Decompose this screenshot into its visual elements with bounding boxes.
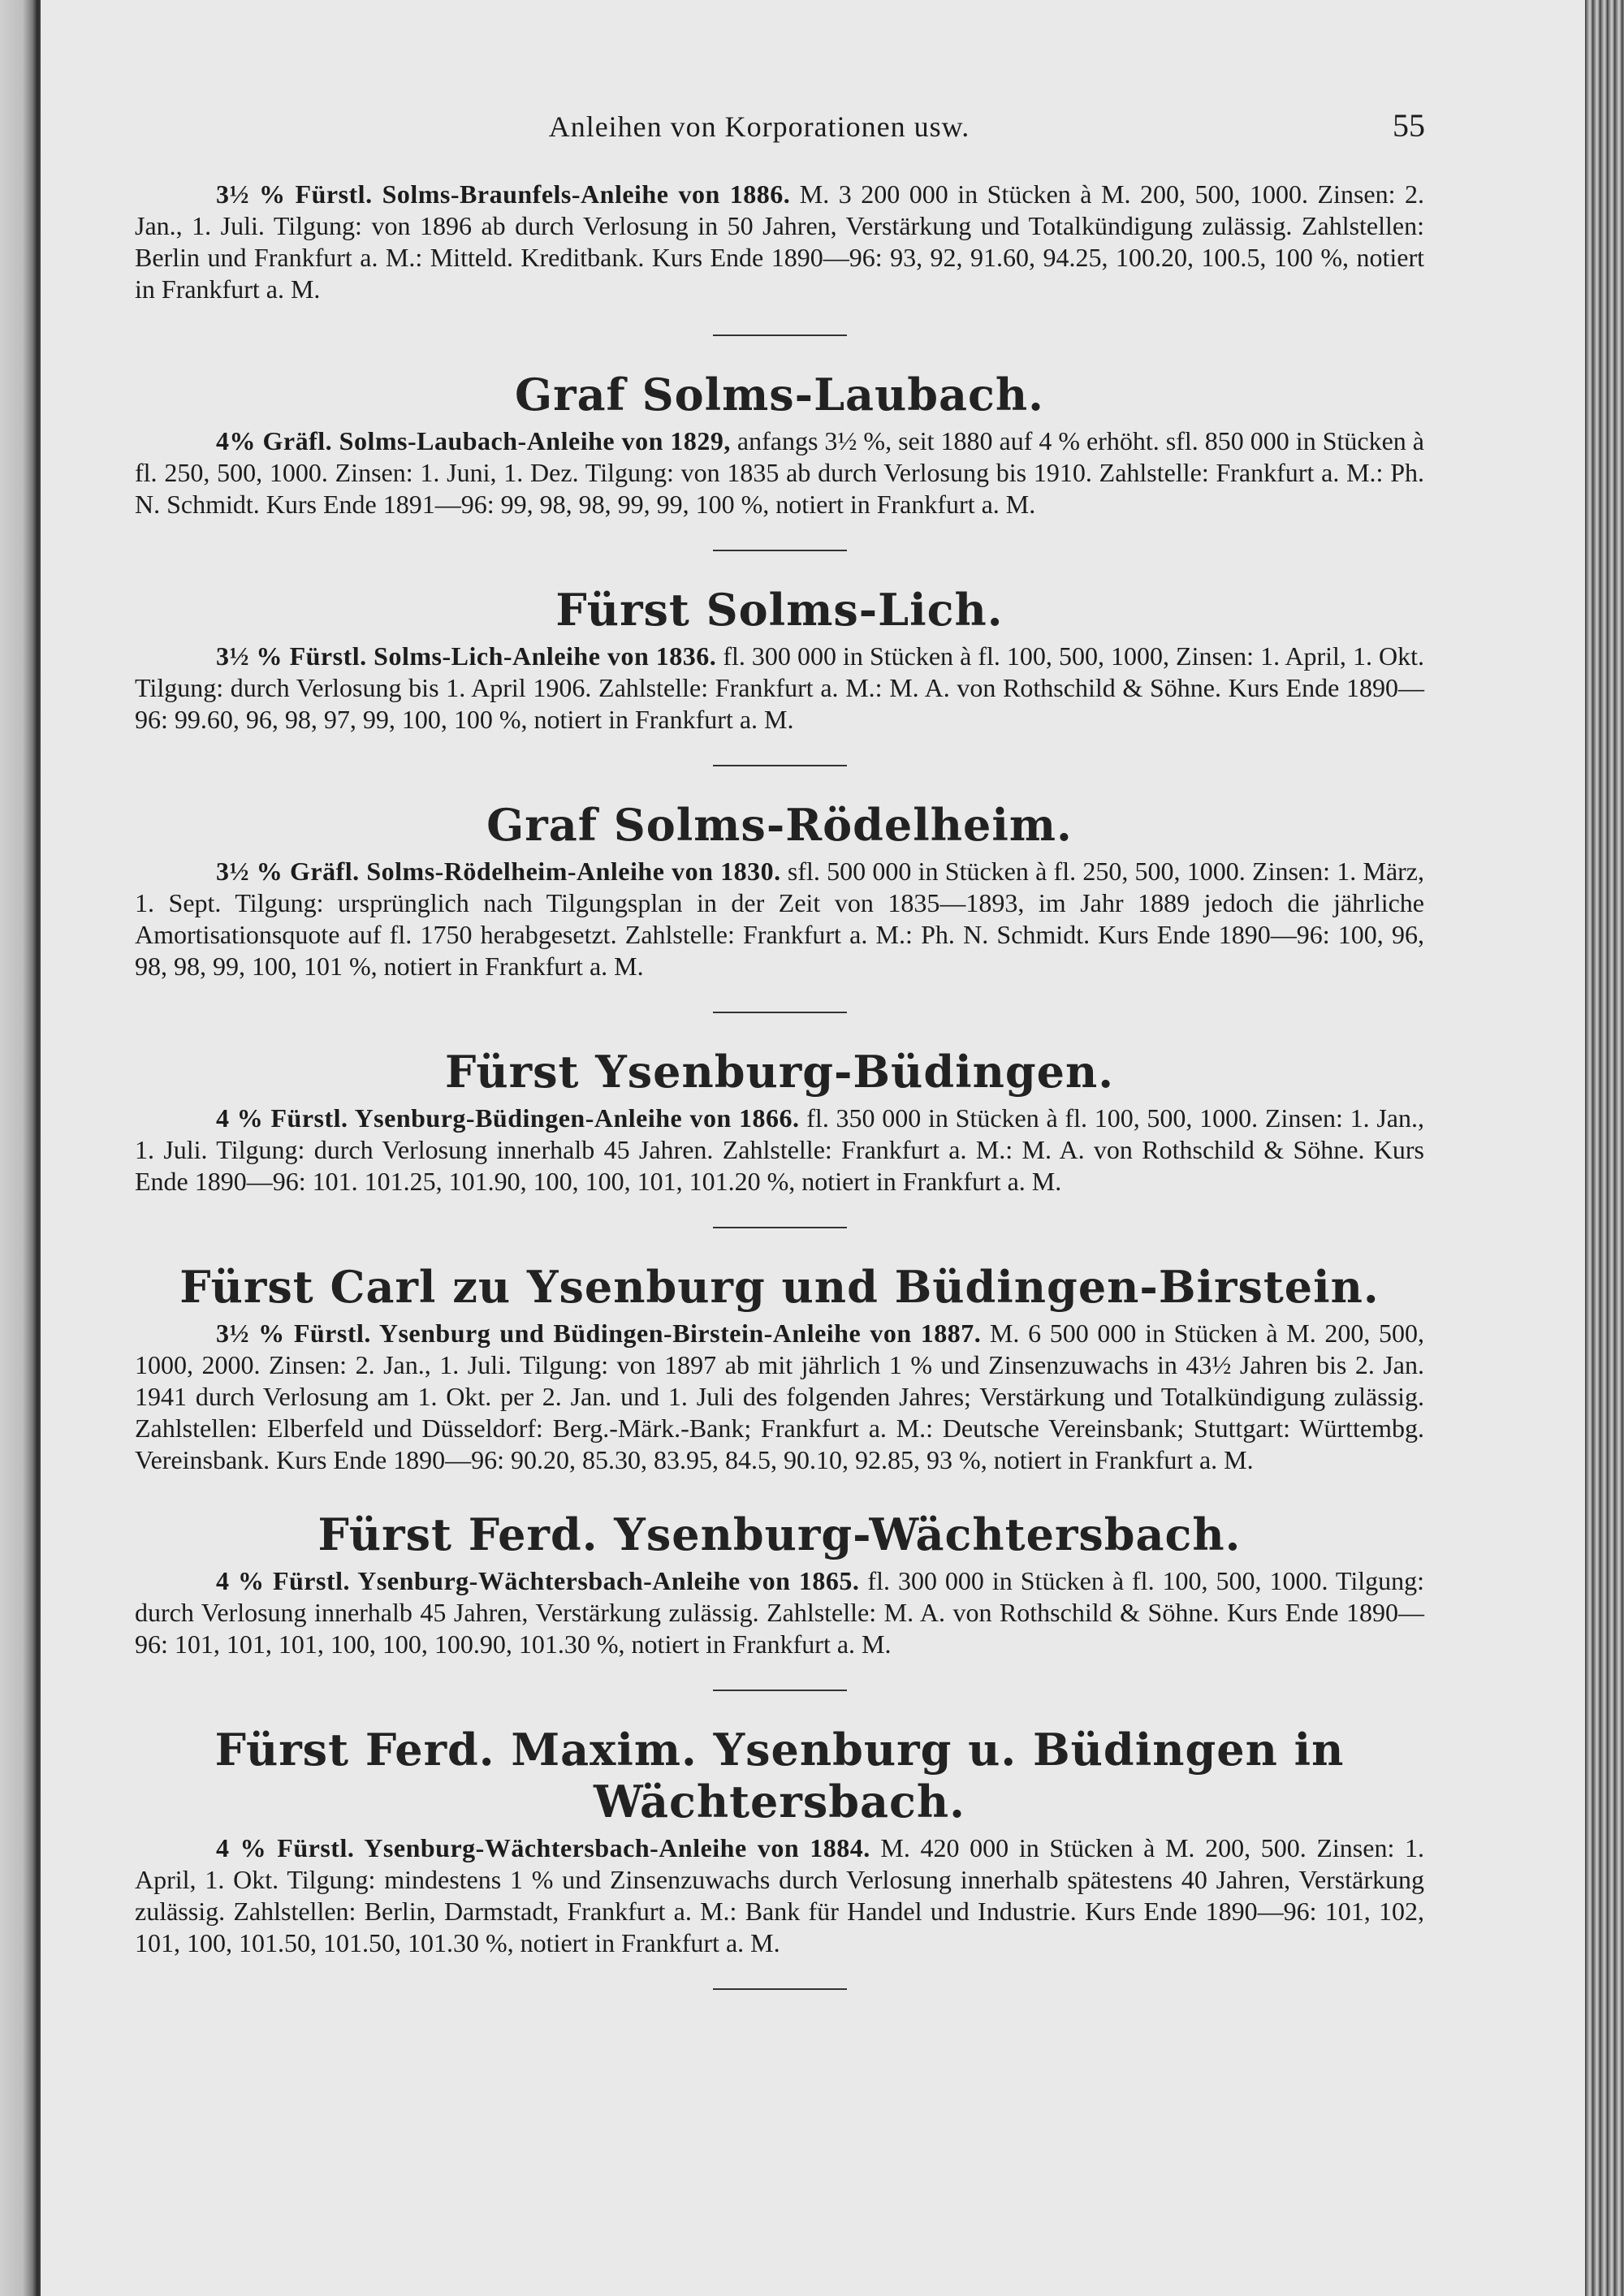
section-divider [713, 1227, 847, 1228]
loan-details: M. 420 000 in Stücken à M. 200, 500. Zinsen: 1. April, 1. Okt. Tilgung: mindestens 1 % und Zinsenzuwachs durch Verlosung innerhalb spätestens 40 Jahren, Verstärkung zulässig. Zahlstellen: Berlin, Darmstadt, Frankfurt a. M.: Bank für Handel und Industrie. Kurs Ende 1890—96: 101, 102, 101, 100, 101.50, 101.50, 101.30 %, notiert in Frankfurt a. M. [135, 1833, 1425, 1957]
entry-text [135, 179, 1424, 305]
entry-solms-laubach [135, 369, 1424, 520]
loan-title: 4 % Fürstl. Ysenburg-Büdingen-Anleihe von 1866. [216, 1103, 800, 1133]
entry-ysenburg-buedingen [135, 1046, 1424, 1198]
book-binding-shadow [0, 0, 42, 2296]
loan-title: 3½ % Fürstl. Solms-Braunfels-Anleihe von 1886. [216, 179, 791, 209]
loan-details: sfl. 500 000 in Stücken à fl. 250, 500, 1000. Zinsen: 1. März, 1. Sept. Tilgung: ursprünglich nach Tilgungsplan in der Zeit von 1835—1893, im Jahr 1889 jedoch die jährliche Amortisationsquote auf fl. 1750 herabgesetzt. Zahlstelle: Frankfurt a. M.: Ph. N. Schmidt. Kurs Ende 1890—96: 100, 96, 98, 98, 99, 100, 101 %, notiert in Frankfurt a. M. [135, 857, 1425, 981]
loan-details: fl. 300 000 in Stücken à fl. 100, 500, 1000, Zinsen: 1. April, 1. Okt. Tilgung: durch Verlosung bis 1. April 1906. Zahlstelle: Frankfurt a. M.: M. A. von Rothschild & Söhne. Kurs Ende 1890—96: 99.60, 96, 98, 97, 99, 100, 100 %, notiert in Frankfurt a. M. [135, 641, 1424, 734]
entry-ysenburg-maxim-waechtersbach [135, 1724, 1424, 1959]
running-head [97, 107, 1425, 150]
loan-details: anfangs 3½ %, seit 1880 auf 4 % erhöht. sfl. 850 000 in Stücken à fl. 250, 500, 1000. Zinsen: 1. Juni, 1. Dez. Tilgung: von 1835 ab durch Verlosung bis 1910. Zahlstelle: Frankfurt a. M.: Ph. N. Schmidt. Kurs Ende 1891—96: 99, 98, 98, 99, 99, 100 %, notiert in Frankfurt a. M. [135, 426, 1425, 519]
loan-title: 3½ % Fürstl. Solms-Lich-Anleihe von 1836. [216, 641, 717, 671]
loan-title: 3½ % Gräfl. Solms-Rödelheim-Anleihe von 1830. [216, 857, 781, 886]
loan-title: 3½ % Fürstl. Ysenburg und Büdingen-Birstein-Anleihe von 1887. [216, 1318, 982, 1348]
entry-solms-lich [135, 584, 1424, 736]
entry-ysenburg-waechtersbach [135, 1508, 1424, 1660]
page-stack-edge [1585, 0, 1624, 2296]
entry-solms-roedelheim [135, 799, 1424, 982]
section-divider [713, 1012, 847, 1013]
section-divider [713, 334, 847, 336]
section-divider [713, 765, 847, 766]
entry-text [135, 1103, 1424, 1198]
section-divider [713, 1988, 847, 1990]
section-heading: Fürst Ysenburg-Büdingen. [444, 1046, 1115, 1098]
entry-text [135, 1565, 1424, 1660]
section-heading: Fürst Solms-Lich. [555, 584, 1004, 636]
loan-title: 4 % Fürstl. Ysenburg-Wächtersbach-Anleihe von 1865. [216, 1566, 860, 1595]
loan-details: fl. 350 000 in Stücken à fl. 100, 500, 1000. Zinsen: 1. Jan., 1. Juli. Tilgung: durch Verlosung innerhalb 45 Jahren. Zahlstelle: Frankfurt a. M.: M. A. von Rothschild & Söhne. Kurs Ende 1890—96: 101. 101.25, 101.90, 100, 100, 101, 101.20 %, notiert in Frankfurt a. M. [135, 1103, 1425, 1196]
entry-text [135, 425, 1424, 520]
section-heading: Graf Solms-Rödelheim. [486, 799, 1073, 851]
entry-solms-braunfels [135, 179, 1424, 305]
loan-details: M. 6 500 000 in Stücken à M. 200, 500, 1000, 2000. Zinsen: 2. Jan., 1. Juli. Tilgung: von 1897 ab mit jährlich 1 % und Zinsenzuwachs in 43½ Jahren bis 2. Jan. 1941 durch Verlosung am 1. Okt. per 2. Jan. und 1. Juli des folgenden Jahres; Verstärkung und Totalkündigung zulässig. Zahlstellen: Elberfeld und Düsseldorf: Berg.-Märk.-Bank; Frankfurt a. M.: Deutsche Vereinsbank; Stuttgart: Württembg. Vereinsbank. Kurs Ende 1890—96: 90.20, 85.30, 83.95, 84.5, 90.10, 92.85, 93 %, notiert in Frankfurt a. M. [135, 1318, 1425, 1474]
section-divider [713, 550, 847, 551]
section-heading: Fürst Ferd. Maxim. Ysenburg u. Büdingen in Wächtersbach. [214, 1724, 1345, 1828]
loan-title: 4 % Fürstl. Ysenburg-Wächtersbach-Anleihe von 1884. [216, 1833, 870, 1862]
entry-text [135, 641, 1424, 736]
section-heading: Fürst Ferd. Ysenburg-Wächtersbach. [317, 1508, 1242, 1560]
page-content [135, 179, 1424, 1990]
entry-ysenburg-birstein [135, 1261, 1424, 1476]
section-heading: Fürst Carl zu Ysenburg und Büdingen-Birstein. [179, 1261, 1380, 1313]
section-heading: Graf Solms-Laubach. [515, 369, 1044, 421]
entry-text [135, 1318, 1424, 1476]
section-divider [713, 1690, 847, 1691]
loan-details: M. 3 200 000 in Stücken à M. 200, 500, 1000. Zinsen: 2. Jan., 1. Juli. Tilgung: von 1896 ab durch Verlosung in 50 Jahren, Verstärkung und Totalkündigung zulässig. Zahlstellen: Berlin und Frankfurt a. M.: Mitteld. Kreditbank. Kurs Ende 1890—96: 93, 92, 91.60, 94.25, 100.20, 100.5, 100 %, notiert in Frankfurt a. M. [135, 179, 1425, 304]
page-number: 55 [1393, 107, 1425, 144]
entry-text [135, 856, 1424, 982]
loan-title: 4% Gräfl. Solms-Laubach-Anleihe von 1829, [216, 426, 731, 455]
running-head-title: Anleihen von Korporationen usw. [548, 110, 970, 143]
entry-text [135, 1832, 1424, 1959]
loan-details: fl. 300 000 in Stücken à fl. 100, 500, 1000. Tilgung: durch Verlosung innerhalb 45 Jahren, Verstärkung zulässig. Zahlstelle: M. A. von Rothschild & Söhne. Kurs Ende 1890—96: 101, 101, 101, 100, 100, 100.90, 101.30 %, notiert in Frankfurt a. M. [135, 1566, 1425, 1659]
